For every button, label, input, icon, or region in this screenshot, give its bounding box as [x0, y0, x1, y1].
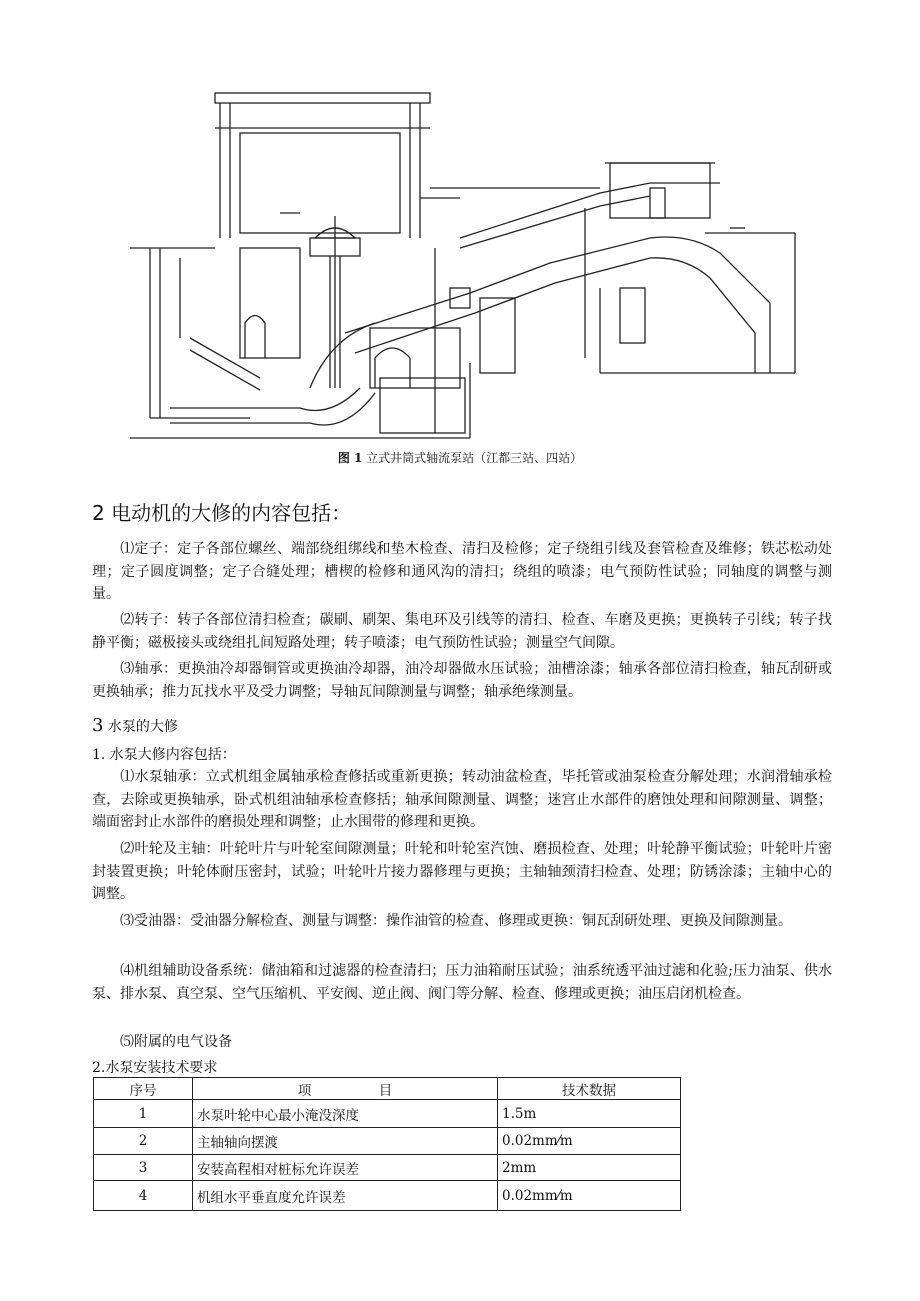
- section3-item-electrical: [92, 1031, 832, 1054]
- section2-heading: 2 电动机的大修的内容包括：: [92, 501, 352, 525]
- table-header-cell: 技术数据: [498, 1078, 681, 1100]
- section3-item-text: ⑶受油器：受油器分解检查、测量与调整：操作油管的检查、修理或更换：铜瓦刮研处理、更换及间隙测量。: [120, 913, 792, 929]
- figure-caption: [0, 449, 920, 466]
- table-row: [94, 1128, 681, 1155]
- section3-item-auxiliary: [92, 960, 832, 1005]
- pump-station-diagram: [130, 88, 805, 443]
- section2-item-text: ⑶轴承：更换油冷却器铜管或更换油冷却器，油冷却器做水压试验；油槽涂漆；轴承各部位清扫检查，轴瓦刮研或更换轴承；推力瓦找水平及受力调整；导轴瓦间隙测量与调整；轴承绝缘测量。: [92, 661, 832, 700]
- table-cell: 2mm: [498, 1155, 681, 1181]
- section2-item-text: ⑴定子：定子各部位螺丝、端部绕组绑线和垫木检查、清扫及检修；定子绕组引线及套管检查及维修；铁芯松动处理；定子圆度调整；定子合缝处理；槽楔的检修和通风沟的清扫；绕组的喷漆；电气预防性试验；同轴度的调整与测量。: [92, 541, 832, 602]
- table-cell: 机组水平垂直度允许误差: [193, 1181, 498, 1211]
- table-cell: 3: [94, 1155, 193, 1181]
- table-header-cell: 项 目: [193, 1078, 498, 1100]
- table-row: [94, 1155, 681, 1181]
- table-row: [94, 1100, 681, 1128]
- table-cell: 2: [94, 1128, 193, 1155]
- section3-sub2: 2.水泵安装技术要求: [92, 1060, 218, 1076]
- section3-item-text: ⑴水泵轴承：立式机组金属轴承检查修括或重新更换；转动油盆检查，毕托管或油泵检查分解处理；水润滑轴承检查，去除或更换轴承，卧式机组油轴承检查修括；轴承间隙测量、调整；迷宫止水部件的磨蚀处理和间隙测量、调整；端面密封止水部件的磨损处理和调整；止水围带的修理和更换。: [92, 769, 832, 830]
- table-header-row: [94, 1078, 681, 1100]
- table-cell: 0.02mm⁄m: [498, 1181, 681, 1211]
- pump-installation-table: [93, 1077, 681, 1211]
- section3-heading-text: 水泵的大修: [107, 719, 178, 735]
- table-cell: 主轴轴向摆渡: [193, 1128, 498, 1155]
- section3-item-text: ⑵叶轮及主轴：叶轮叶片与叶轮室间隙测量；叶轮和叶轮室汽蚀、磨损检查、处理；叶轮静平衡试验；叶轮叶片密封装置更换；叶轮体耐压密封，试验；叶轮叶片接力器修理与更换；主轴轴颈清扫检查、处理；防锈涂漆；主轴中心的调整。: [92, 841, 832, 902]
- table-header-cell: 序号: [94, 1078, 193, 1100]
- section2-item-text: ⑵转子：转子各部位清扫检查；碳刷、刷架、集电环及引线等的清扫、检查、车磨及更换；更换转子引线；转子找静平衡；磁极接头或绕组扎间短路处理；转子喷漆；电气预防性试验；测量空气间隙。: [92, 612, 832, 651]
- figure-caption-label: 图 1: [337, 451, 363, 465]
- section3-heading-num: 3: [92, 715, 104, 736]
- section3-item-text: ⑷机组辅助设备系统：储油箱和过滤器的检查清扫；压力油箱耐压试验；油系统透平油过滤和化验;压力油泵、供水泵、排水泵、真空泵、空气压缩机、平安阀、逆止阀、阀门等分解、检查、修理或更换；油压启闭机检查。: [92, 963, 832, 1002]
- section2-item-stator: [92, 538, 832, 606]
- table-cell: 4: [94, 1181, 193, 1211]
- section3-item-text: ⑸附属的电气设备: [120, 1034, 232, 1050]
- table-cell: 水泵叶轮中心最小淹没深度: [193, 1100, 498, 1128]
- table-cell: 安装高程相对桩标允许误差: [193, 1155, 498, 1181]
- table-cell: 0.02mm⁄m: [498, 1128, 681, 1155]
- section3-item-impeller: [92, 838, 832, 906]
- section3-sub1: 1. 水泵大修内容包括：: [92, 747, 236, 763]
- figure-caption-text: 立式井筒式轴流泵站（江都三站、四站）: [366, 451, 583, 465]
- section3-item-bearing: [92, 766, 832, 834]
- section2-item-bearing: [92, 658, 832, 703]
- table-cell: 1.5m: [498, 1100, 681, 1128]
- table-cell: 1: [94, 1100, 193, 1128]
- table-row: [94, 1181, 681, 1211]
- section3-item-oil-receiver: [92, 910, 832, 933]
- section2-item-rotor: [92, 609, 832, 654]
- section3-heading: [92, 715, 178, 736]
